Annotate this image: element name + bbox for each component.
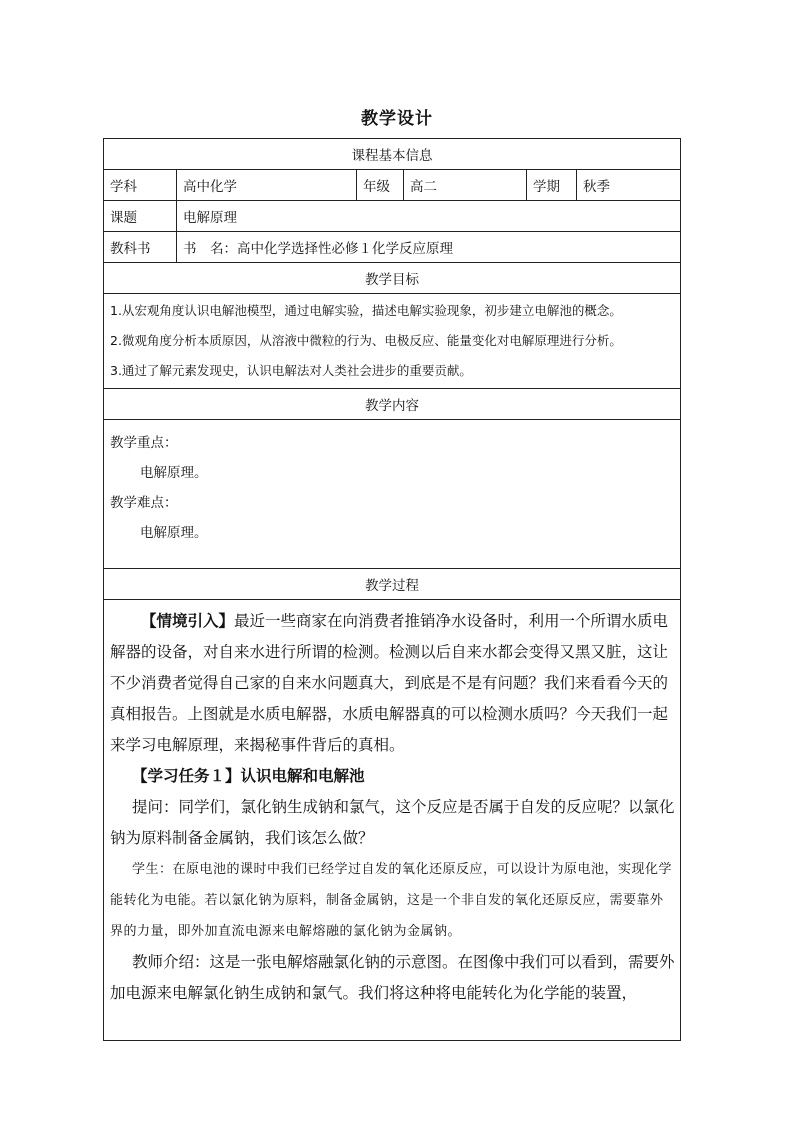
difficulty-value: 电解原理。 [140, 525, 208, 541]
page-title: 教学设计 [361, 109, 433, 129]
grade-label: 年级 [357, 170, 404, 201]
textbook-value: 书 名：高中化学选择性必修１化学反应原理 [177, 232, 681, 263]
intro-text: 最近一些商家在向消费者推销净水设备时，利用一个所谓水质电解器的设备，对自来水进行所谓的检测。检测以后自来水都会变得又黑又脏，这让不少消费者觉得自己家的自来水问题真大，到底是不是有问题？我们来看看今天的真相报告。上图就是水质电解器，水质电解器真的可以检测水质吗？今天我们一起来学习电解原理，来揭秘事件背后的真相。 [110, 612, 669, 754]
objective-item: 2.微观角度分析本质原因，从溶液中微粒的行为、电极反应、能量变化对电解原理进行分析。 [110, 333, 622, 348]
intro-paragraph [110, 606, 676, 761]
teacher-paragraph: 教师介绍：这是一张电解熔融氯化钠的示意图。在图像中我们可以看到，需要外加电源来电解氯化钠生成钠和氯气。我们将这种将电能转化为化学能的装置， [110, 953, 675, 1002]
key-point-value: 电解原理。 [140, 465, 208, 481]
objectives-header-row [104, 263, 681, 294]
info-header: 课程基本信息 [104, 139, 681, 170]
task1-title: 【学习任务１】认识电解和电解池 [132, 767, 365, 785]
difficulty-label: 教学难点： [110, 495, 178, 511]
term-label: 学期 [527, 170, 577, 201]
objectives-header: 教学目标 [104, 263, 681, 294]
process-header: 教学过程 [104, 569, 681, 600]
question-paragraph: 提问：同学们，氯化钠生成钠和氯气，这个反应是否属于自发的反应呢？以氯化钠为原料制备金属钠，我们该怎么做？ [110, 798, 675, 847]
grade-value: 高二 [404, 170, 527, 201]
topic-row [104, 201, 681, 232]
lesson-plan-table [103, 138, 681, 1041]
topic-value: 电解原理 [177, 201, 681, 232]
textbook-row [104, 232, 681, 263]
topic-label: 课题 [104, 201, 177, 232]
key-point-label: 教学重点： [110, 435, 178, 451]
term-value: 秋季 [577, 170, 681, 201]
subject-value: 高中化学 [177, 170, 357, 201]
process-row [104, 600, 681, 1041]
subject-label: 学科 [104, 170, 177, 201]
info-header-row [104, 139, 681, 170]
objective-item: 1.从宏观角度认识电解池模型，通过电解实验，描述电解实验现象，初步建立电解池的概念。 [110, 303, 622, 318]
process-header-row [104, 569, 681, 600]
content-header: 教学内容 [104, 389, 681, 420]
textbook-label: 教科书 [104, 232, 177, 263]
content-row [104, 420, 681, 569]
intro-tag: 【情境引入】 [141, 612, 235, 630]
student-paragraph: 学生：在原电池的课时中我们已经学过自发的氧化还原反应，可以设计为原电池，实现化学能转化为电能。若以氯化钠为原料，制备金属钠，这是一个非自发的氧化还原反应，需要靠外界的力量，即外加直流电源来电解熔融的氯化钠为金属钠。 [110, 862, 673, 939]
subject-row [104, 170, 681, 201]
objective-item: 3.通过了解元素发现史，认识电解法对人类社会进步的重要贡献。 [110, 363, 472, 378]
objectives-row [104, 294, 681, 389]
content-header-row [104, 389, 681, 420]
